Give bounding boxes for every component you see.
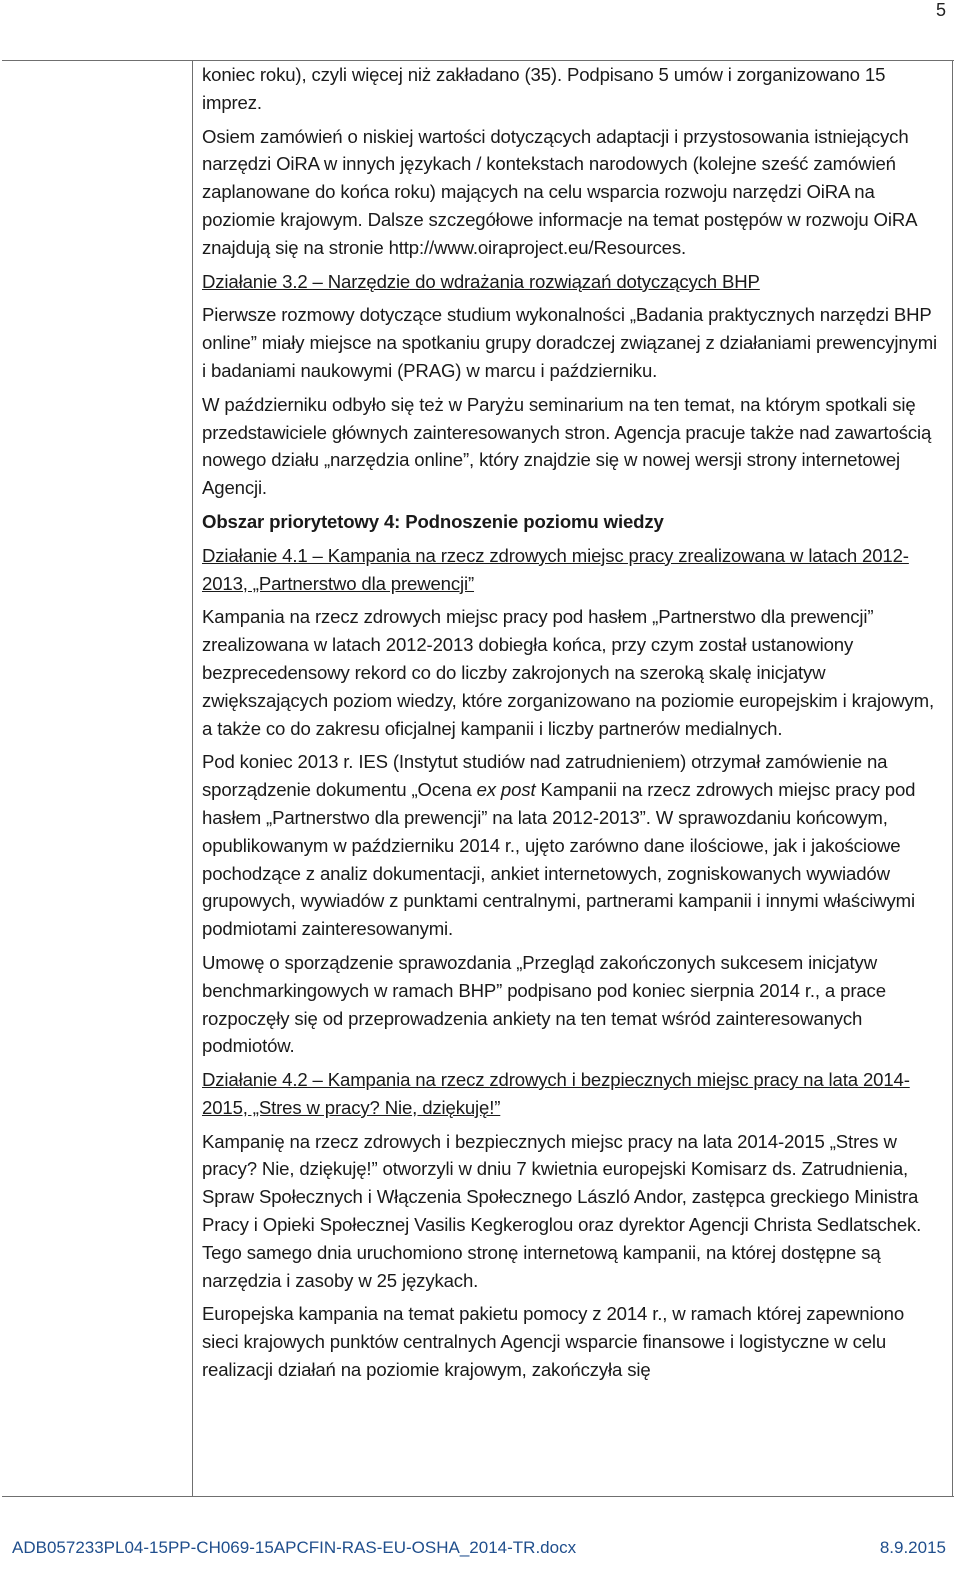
- paragraph-benchmarking-report: Umowę o sporządzenie sprawozdania „Przegląd zakończonych sukcesem inicjatyw benchmarkingowych w ramach BHP” podpisano pod koniec sierpnia 2014 r., a prace rozpoczęły się od przeprowadzenia ankiety na ten temat wśród zainteresowanych podmiotów.: [202, 951, 886, 1057]
- paragraph-campaign-launch: Kampanię na rzecz zdrowych i bezpiecznych miejsc pracy na lata 2014-2015 „Stres w pracy? Nie, dziękuję!” otworzyli w dniu 7 kwietnia europejski Komisarz ds. Zatrudnienia, Spraw Społecznych i Włączenia Społecznego László Andor, zastępca greckiego Ministra Pracy i Opieki Społecznej Vasilis Kegkeroglou oraz dyrektor Agencji Christa Sedlatschek. Tego samego dnia uruchomiono stronę internetową kampanii, na której dostępne są narzędzia i zasoby w 25 językach.: [202, 1130, 922, 1291]
- paragraph-continuation: koniec roku), czyli więcej niż zakładano (35). Podpisano 5 umów i zorganizowano 15 imprez.: [202, 64, 886, 113]
- heading-action-4-2: Działanie 4.2 – Kampania na rzecz zdrowych i bezpiecznych miejsc pracy na lata 2014-2015, „Stres w pracy? Nie, dziękuję!”: [202, 1069, 910, 1118]
- paragraph-paris-seminar: W październiku odbyło się też w Paryżu seminarium na ten temat, na którym spotkali się przedstawiciele głównych zainteresowanych stron. Agencja pracuje także nad zawartością nowego działu „narzędzia online”, który znajdzie się w nowej wersji strony internetowej Agencji.: [202, 393, 932, 499]
- heading-priority-area-4: Obszar priorytetowy 4: Podnoszenie poziomu wiedzy: [202, 510, 664, 532]
- heading-action-4-1: Działanie 4.1 – Kampania na rzecz zdrowych miejsc pracy zrealizowana w latach 2012-2013, „Partnerstwo dla prewencji”: [202, 544, 909, 594]
- document-body: [202, 61, 942, 1390]
- table-top-rule-left: [2, 60, 192, 61]
- paragraph-support-package: Europejska kampania na temat pakietu pomocy z 2014 r., w ramach której zapewniono sieci krajowych punktów centralnych Agencji wsparcie finansowe i logistyczne w celu realizacji działań na poziomie krajowym, zakończyła się: [202, 1303, 905, 1381]
- table-column-divider-lower: [192, 497, 193, 1497]
- table-bottom-rule: [2, 1496, 954, 1497]
- ies-text-part-1: Pod koniec 2013 r. IES (Instytut studiów nad zatrudnieniem) otrzymał zamówienie na sporządzenie dokumentu „Ocena: [202, 751, 888, 801]
- paragraph-campaign-2012-2013: Kampania na rzecz zdrowych miejsc pracy pod hasłem „Partnerstwo dla prewencji” zrealizowana w latach 2012-2013 dobiegła końca, przy czym został ustanowiony bezprecedensowy rekord co do liczby zakrojonych na szeroką skalę inicjatyw zwiększających poziom wiedzy, które zorganizowano na poziomie europejskim i krajowym, a także co do zakresu oficjalnej kampanii i liczby partnerów medialnych.: [202, 606, 934, 739]
- paragraph-ies-evaluation: [202, 748, 942, 943]
- ies-text-part-2: Kampanii na rzecz zdrowych miejsc pracy pod hasłem „Partnerstwo dla prewencji” na lata 2012-2013”. W sprawozdaniu końcowym, opublikowanym w październiku 2014 r., ujęto zarówno dane ilościowe, jak i jakościowe pochodzące z analiz dokumentacji, ankiet internetowych, zogniskowanych wywiadów grupowych, wywiadów z punktami centralnymi, partnerami kampanii i innymi właściwymi podmiotami zainteresowanymi.: [202, 779, 916, 940]
- table-right-border: [952, 60, 953, 1497]
- ies-text-italic: ex post: [476, 779, 536, 801]
- table-column-divider: [192, 60, 193, 497]
- footer-filename: ADB057233PL04-15PP-CH069-15APCFIN-RAS-EU-OSHA_2014-TR.docx: [12, 1538, 577, 1557]
- paragraph-oira-orders: Osiem zamówień o niskiej wartości dotyczących adaptacji i przystosowania istniejących narzędzi OiRA w innych językach / kontekstach narodowych (kolejne sześć zamówień zaplanowane do końca roku) mających na celu wsparcia rozwoju narzędzi OiRA na poziomie krajowym. Dalsze szczegółowe informacje na temat postępów w rozwoju OiRA znajdują się na stronie http://www.oiraproject.eu/Resources.: [202, 125, 917, 258]
- heading-action-3-2: Działanie 3.2 – Narzędzie do wdrażania rozwiązań dotyczących BHP: [202, 270, 760, 292]
- paragraph-feasibility-study: Pierwsze rozmowy dotyczące studium wykonalności „Badania praktycznych narzędzi BHP online” miały miejsce na spotkaniu grupy doradczej związanej z działaniami prewencyjnymi i badaniami naukowymi (PRAG) w marcu i październiku.: [202, 304, 938, 381]
- footer-date: 8.9.2015: [879, 1538, 946, 1557]
- page-number: 5: [935, 0, 946, 20]
- page-footer: [12, 1538, 946, 1558]
